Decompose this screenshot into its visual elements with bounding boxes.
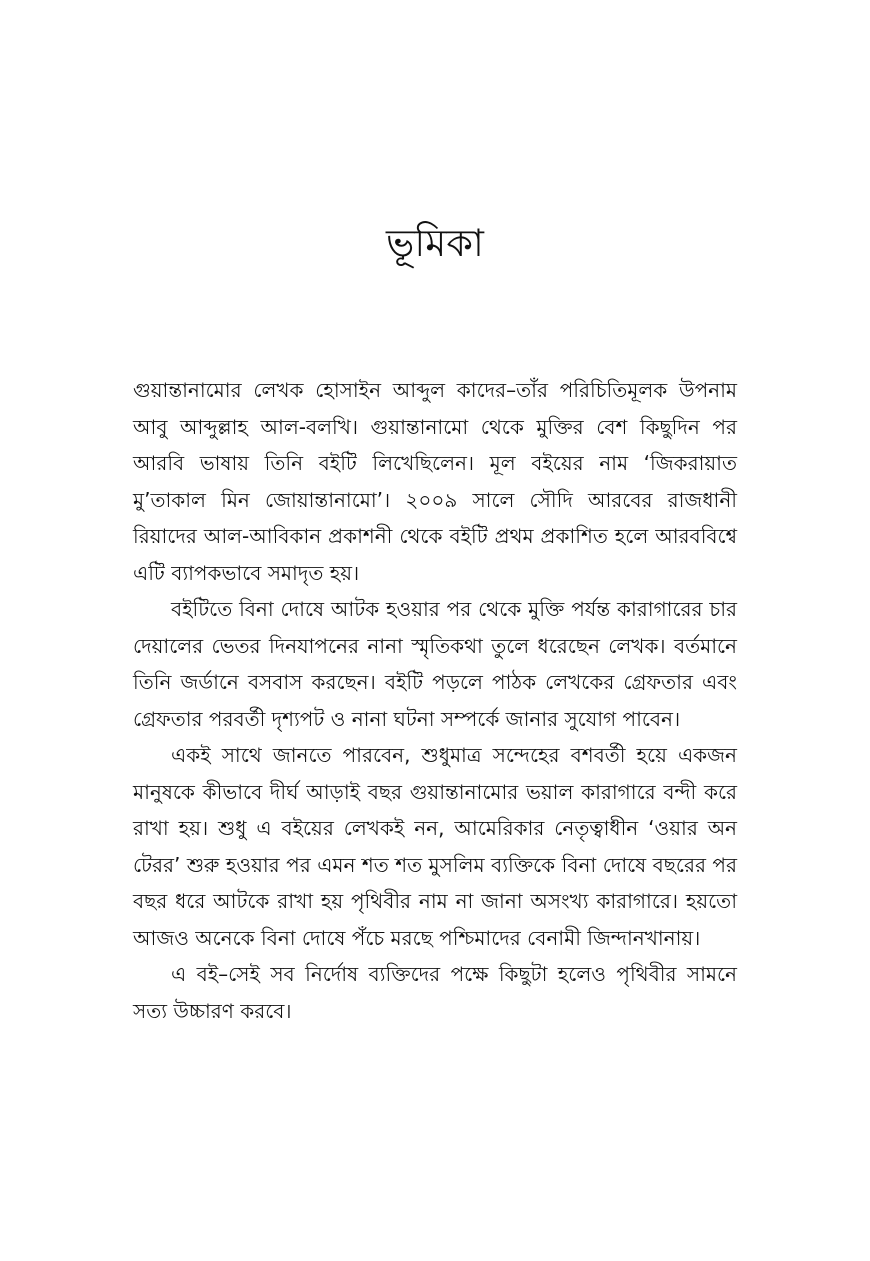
paragraph-1: গুয়ান্তানামোর লেখক হোসাইন আব্দুল কাদের–তাঁর পরিচিতিমূলক উপনাম আবু আব্দুল্লাহ আল-বলখি। গুয়ান্তানামো থেকে মুক্তির বেশ কিছুদিন পর আরবি ভাষায় তিনি বইটি লিখেছিলেন। মূল বইয়ের নাম ‘জিকরায়াত মু’তাকাল মিন জোয়ান্তানামো’। ২০০৯ সালে সৌদি আরবের রাজধানী রিয়াদের আল-আবিকান প্রকাশনী থেকে বইটি প্রথম প্রকাশিত হলে আরববিশ্বে এটি ব্যাপকভাবে সমাদৃত হয়। [133,378,737,585]
body-text [133,372,737,1029]
paragraph-2: বইটিতে বিনা দোষে আটক হওয়ার পর থেকে মুক্তি পর্যন্ত কারাগারের চার দেয়ালের ভেতর দিনযাপনের নানা স্মৃতিকথা তুলে ধরেছেন লেখক। বর্তমানে তিনি জর্ডানে বসবাস করছেন। বইটি পড়লে পাঠক লেখকের গ্রেফতার এবং গ্রেফতার পরবর্তী দৃশ্যপট ও নানা ঘটনা সম্পর্কে জানার সুযোগ পাবেন। [133,597,737,731]
page-title: ভূমিকা [386,221,484,265]
paragraph-3: একই সাথে জানতে পারবেন, শুধুমাত্র সন্দেহের বশবর্তী হয়ে একজন মানুষকে কীভাবে দীর্ঘ আড়াই বছর গুয়ান্তানামোর ভয়াল কারাগারে বন্দী করে রাখা হয়। শুধু এ বইয়ের লেখকই নন, আমেরিকার নেতৃত্বাধীন ‘ওয়ার অন টেরর’ শুরু হওয়ার পর এমন শত শত মুসলিম ব্যক্তিকে বিনা দোষে বছরের পর বছর ধরে আটকে রাখা হয় পৃথিবীর নাম না জানা অসংখ্য কারাগারে। হয়তো আজও অনেকে বিনা দোষে পঁচে মরছে পশ্চিমাদের বেনামী জিন্দানখানায়। [133,743,737,950]
paragraph-4: এ বই–সেই সব নির্দোষ ব্যক্তিদের পক্ষে কিছুটা হলেও পৃথিবীর সামনে সত্য উচ্চারণ করবে। [133,962,737,1023]
